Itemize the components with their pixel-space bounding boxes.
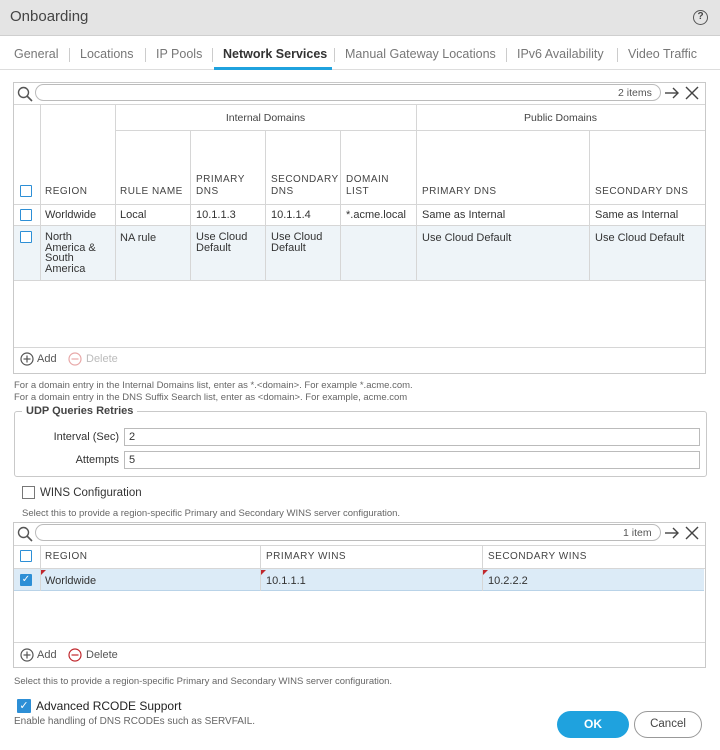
table-cell: Use Cloud Default [196, 231, 248, 254]
tab-locations[interactable]: Locations [80, 47, 134, 61]
col-header-secondary-dns[interactable]: SECONDARY DNS [271, 174, 339, 197]
grid-line [14, 545, 705, 546]
interval-input[interactable]: 2 [124, 428, 700, 446]
attempts-label: Attempts [75, 454, 119, 466]
col-header-primary-dns[interactable]: PRIMARY DNS [196, 174, 245, 197]
table-cell: Worldwide [45, 209, 97, 221]
clear-icon[interactable] [685, 86, 699, 100]
clear-icon[interactable] [685, 526, 699, 540]
grid-line [340, 226, 341, 280]
tab-general[interactable]: General [14, 47, 59, 61]
grid-line [14, 280, 705, 281]
table-row[interactable] [14, 569, 704, 591]
col-header-primary-wins[interactable]: PRIMARY WINS [266, 551, 347, 562]
tab-bar [0, 38, 720, 70]
advanced-rcode-description: Enable handling of DNS RCODEs such as SERVFAIL. [14, 716, 256, 727]
grid-line [40, 226, 41, 280]
row-checkbox[interactable] [20, 209, 32, 221]
add-icon[interactable] [20, 352, 34, 366]
col-header-public-secondary-dns[interactable]: SECONDARY DNS [595, 186, 689, 197]
table-cell: Local [120, 209, 147, 221]
dns-add-button[interactable]: Add [37, 353, 57, 365]
tab-separator [212, 48, 213, 62]
tab-separator [617, 48, 618, 62]
table-cell: 10.1.1.1 [266, 575, 306, 587]
col-header-region[interactable]: REGION [45, 551, 88, 562]
search-icon [17, 526, 33, 542]
public-domains-group-header: Public Domains [524, 112, 597, 124]
help-icon[interactable]: ? [693, 10, 708, 25]
col-header-secondary-wins[interactable]: SECONDARY WINS [488, 551, 587, 562]
wins-delete-button[interactable]: Delete [86, 649, 118, 661]
delete-icon[interactable] [68, 648, 82, 662]
table-cell: North America & South America [45, 231, 96, 275]
wins-footer-text: Select this to provide a region-specific Primary and Secondary WINS server configuration. [14, 676, 393, 687]
advanced-rcode-checkbox[interactable]: ✓ [17, 699, 31, 713]
tab-separator [334, 48, 335, 62]
dns-search-input[interactable] [35, 84, 661, 101]
wins-configuration-checkbox[interactable] [22, 486, 35, 499]
row-checkbox[interactable] [20, 231, 32, 243]
col-header-public-primary-dns[interactable]: PRIMARY DNS [422, 186, 497, 197]
tab-separator [145, 48, 146, 62]
wins-add-button[interactable]: Add [37, 649, 57, 661]
table-cell: 10.1.1.3 [196, 209, 236, 221]
grid-line [14, 347, 705, 348]
grid-line [416, 226, 417, 280]
dns-item-count: 2 items [618, 87, 652, 99]
table-cell: Use Cloud Default [271, 231, 323, 254]
search-icon [17, 86, 33, 102]
table-cell: Same as Internal [422, 209, 506, 221]
tab-video-traffic[interactable]: Video Traffic [628, 47, 698, 61]
grid-line [40, 545, 41, 591]
interval-label: Interval (Sec) [53, 431, 119, 443]
wins-help-text: Select this to provide a region-specific Primary and Secondary WINS server configuration. [22, 508, 401, 519]
table-cell: Use Cloud Default [595, 232, 685, 244]
table-cell: NA rule [120, 232, 157, 244]
tab-ip-pools[interactable]: IP Pools [156, 47, 203, 61]
active-tab-indicator [214, 67, 332, 70]
grid-line [115, 226, 116, 280]
select-all-checkbox[interactable] [20, 185, 32, 197]
table-cell: Use Cloud Default [422, 232, 512, 244]
grid-line [14, 642, 705, 643]
table-cell: Worldwide [45, 575, 97, 587]
table-cell: *.acme.local [346, 209, 406, 221]
grid-line [190, 226, 191, 280]
grid-line [260, 545, 261, 591]
wins-configuration-label: WINS Configuration [40, 487, 142, 499]
tab-separator [69, 48, 70, 62]
add-icon[interactable] [20, 648, 34, 662]
internal-domains-group-header: Internal Domains [225, 112, 306, 124]
col-header-region[interactable]: REGION [45, 186, 88, 197]
wins-select-all-checkbox[interactable] [20, 550, 32, 562]
udp-queries-title: UDP Queries Retries [22, 405, 137, 417]
dialog-title: Onboarding [10, 8, 89, 25]
grid-line [14, 204, 705, 205]
arrow-right-icon[interactable] [664, 526, 680, 540]
wins-row-checkbox[interactable]: ✓ [21, 574, 31, 585]
wins-panel [13, 522, 706, 668]
col-header-rule-name[interactable]: RULE NAME [120, 186, 183, 197]
cancel-button[interactable]: Cancel [634, 711, 702, 738]
wins-item-count: 1 item [623, 527, 652, 539]
attempts-input[interactable]: 5 [124, 451, 700, 469]
arrow-right-icon[interactable] [664, 86, 680, 100]
grid-line [265, 226, 266, 280]
dns-suffix-note: For a domain entry in the DNS Suffix Search list, enter as <domain>. For example, acme.com [14, 392, 408, 403]
tab-ipv6-availability[interactable]: IPv6 Availability [517, 47, 604, 61]
internal-domains-note: For a domain entry in the Internal Domains list, enter as *.<domain>. For example *.acme.com. [14, 380, 413, 391]
table-cell: 10.1.1.4 [271, 209, 311, 221]
tab-separator [506, 48, 507, 62]
tab-network-services[interactable]: Network Services [223, 47, 328, 61]
tab-manual-gateway-locations[interactable]: Manual Gateway Locations [345, 47, 496, 61]
ok-button[interactable]: OK [557, 711, 629, 738]
advanced-rcode-label: Advanced RCODE Support [36, 699, 182, 713]
title-bar [0, 0, 720, 36]
table-cell: 10.2.2.2 [488, 575, 528, 587]
grid-line [589, 226, 590, 280]
table-cell: Same as Internal [595, 209, 679, 221]
delete-icon[interactable] [68, 352, 82, 366]
wins-search-input[interactable] [35, 524, 661, 541]
grid-line [482, 545, 483, 591]
grid-line [115, 130, 705, 131]
dns-delete-button[interactable]: Delete [86, 353, 118, 365]
col-header-domain-list[interactable]: DOMAIN LIST [346, 174, 389, 197]
grid-line [14, 104, 705, 105]
